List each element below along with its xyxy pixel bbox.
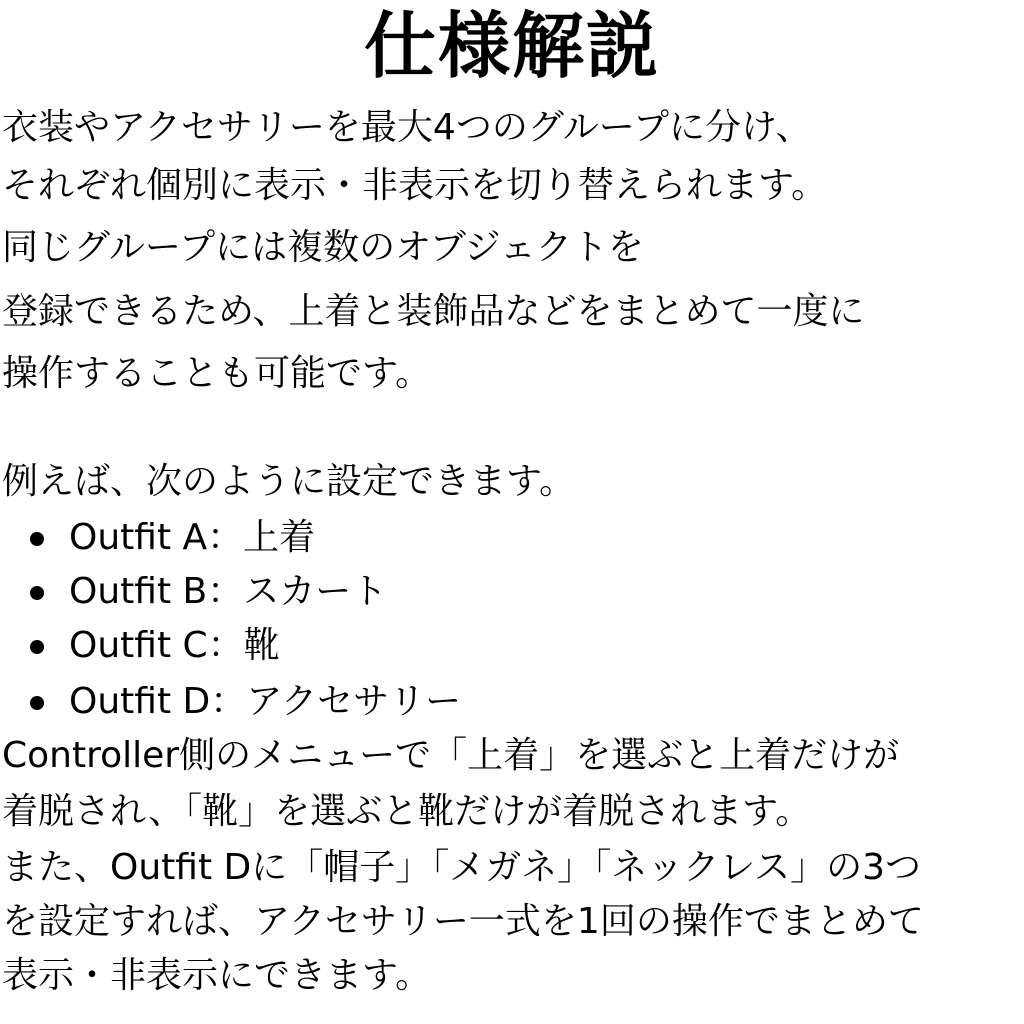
intro-line-2: それぞれ個別に表示・非表示を切り替えられます。 [2,165,828,206]
example-heading: 例えば、次のように設定できます。 [2,461,576,502]
bullet-icon [30,586,44,600]
closing-line-3: また、Outfit Dに「帽子」「メガネ」「ネックレス」の3つ [2,847,922,888]
page-title: 仕様解説 [363,4,660,88]
bullet-icon [30,696,44,710]
list-item-label: Outfit C：靴 [69,625,280,666]
closing-line-1: Controller側のメニューで「上着」を選ぶと上着だけが [2,735,900,776]
closing-line-2: 着脱され、「靴」を選ぶと靴だけが着脱されます。 [2,791,812,832]
bullet-icon [30,532,44,546]
bullet-icon [30,640,44,654]
intro-line-1: 衣装やアクセサリーを最大4つのグループに分け、 [2,107,812,148]
closing-line-4: を設定すれば、アクセサリー一式を1回の操作でまとめて [2,901,924,942]
intro-line-4: 登録できるため、上着と装飾品などをまとめて一度に [2,291,865,332]
list-item-label: Outfit A：上着 [69,517,316,558]
intro-line-5: 操作することも可能です。 [2,353,432,394]
intro-line-3: 同じグループには複数のオブジェクトを [2,227,644,268]
list-item-label: Outfit B：スカート [69,571,388,612]
closing-line-5: 表示・非表示にできます。 [2,955,432,996]
list-item-label: Outfit D：アクセサリー [69,681,462,722]
